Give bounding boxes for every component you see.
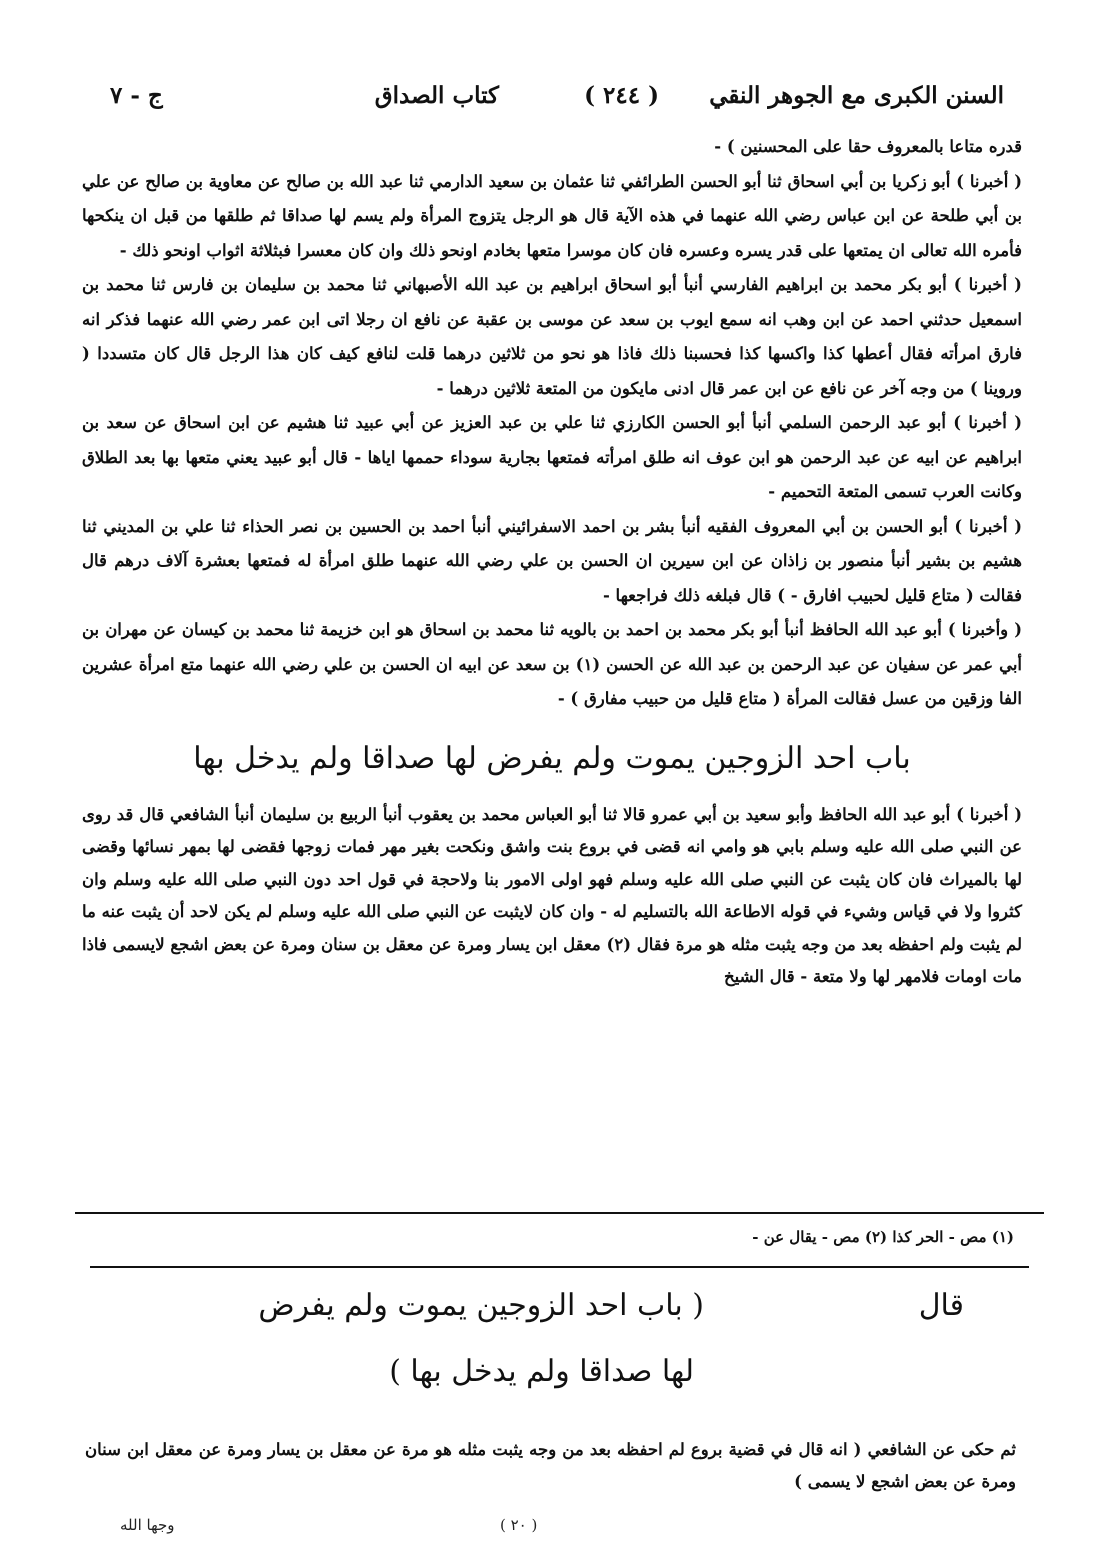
section-divider — [90, 1266, 1029, 1268]
cut-off-line — [120, 1516, 984, 1536]
footnotes: (١) مص - الحر كذا (٢) مص - يقال عن - — [752, 1228, 1014, 1246]
jawhar-qal: قال — [918, 1288, 964, 1323]
paragraph: ( أخبرنا ) أبو الحسن بن أبي المعروف الفقيه أنبأ بشر بن احمد الاسفرائيني أنبأ احمد بن الحسين بن نصر الحذاء ثنا علي بن المديني ثنا هشيم بن بشير أنبأ منصور بن زاذان عن ابن سيرين ان الحسن بن علي رضي الله عنهما طلق امرأة له فمتعها بعشرة آلاف درهم قال فقالت ( متاع قليل لحبيب افارق - ) قال فبلغه ذلك فراجعها - — [82, 516, 1022, 605]
header-volume: ج - ٧ — [110, 82, 163, 109]
paragraph: قدره متاعا بالمعروف حقا على المحسنين ) - — [714, 137, 1022, 156]
partial-page-marker: ( ٢٠ ) — [500, 1516, 538, 1534]
partial-word: وجها الله — [120, 1516, 175, 1534]
paragraph: ( أخبرنا ) أبو عبد الرحمن السلمي أنبأ أبو الحسن الكارزي ثنا علي بن عبد العزيز عن أبي عبيد ثنا هشيم عن ابن اسحاق عن سعد بن ابراهيم عن ابيه عن عبد الرحمن هو ابن عوف انه طلق امرأته فمتعها بجارية سوداء حممها اياها - قال أبو عبيد يعني متعها بها بعد الطلاق وكانت العرب تسمى المتعة التحميم - — [82, 413, 1023, 501]
jawhar-commentary: ثم حكى عن الشافعي ( انه قال في قضية بروع لم احفظه بعد من وجه يثبت مثله هو مرة عن معقل بن يسار ومرة عن معقل ابن سنان ومرة عن بعض اشجع لا يسمى ) — [85, 1440, 1016, 1491]
paragraph: ( أخبرنا ) أبو عبد الله الحافظ وأبو سعيد بن أبي عمرو قالا ثنا أبو العباس محمد بن يعقوب أنبأ الربيع بن سليمان أنبأ الشافعي قال قد روى عن النبي صلى الله عليه وسلم بابي هو وامي انه قضى في بروع بنت واشق ونكحت بغير مهر فمات زوجها فقضى لها بمهر نسائها وقضى لها بالميراث فان كان يثبت عن النبي صلى الله عليه وسلم فهو اولى الامور بنا ولاحجة في قول احد دون النبي صلى الله عليه وسلم وان كثروا ولا في قياس وشيء في قوله الاطاعة الله بالتسليم له - وان كان لايثبت عن النبي صلى الله عليه وسلم لم يكن لاحد أن يثبت عنه ما لم يثبت ولم احفظه بعد من وجه يثبت مثله هو مرة فقال (٢) معقل ابن يسار ومرة عن معقل بن سنان ومرة عن بعض اشجع لايسمى فاذا مات اومات فلامهر لها ولا متعة - قال الشيخ — [82, 804, 1022, 986]
jawhar-heading-line2: لها صداقا ولم يدخل بها ) — [389, 1354, 694, 1389]
paragraph: ( أخبرنا ) أبو بكر محمد بن ابراهيم الفارسي أنبأ أبو اسحاق ابراهيم بن عبد الله الأصبهاني ثنا محمد بن سليمان بن فارس ثنا محمد بن اسمعيل حدثني احمد عن ابن وهب انه سمع ايوب بن سعد عن موسى بن عقبة عن نافع ان رجلا اتى ابن عمر رضي الله عنهما فذكر انه فارق امرأته فقال أعطها كذا واكسها كذا فحسبنا ذلك فاذا هو نحو من ثلاثين درهما قلت لنافع كيف كان هذا الرجل قال كان متسددا ( وروينا ) من وجه آخر عن نافع عن ابن عمر قال ادنى مايكون من المتعة ثلاثين درهما - — [82, 275, 1022, 398]
header-chapter-title: كتاب الصداق — [374, 82, 499, 109]
header-book-title: السنن الكبرى مع الجوهر النقي — [709, 82, 1004, 109]
footnote-divider — [75, 1212, 1044, 1214]
running-header — [100, 80, 1004, 120]
jawhar-heading-line1: ( باب احد الزوجين يموت ولم يفرض — [258, 1288, 704, 1323]
header-page-number: ( ٢٤٤ ) — [584, 82, 659, 109]
main-text — [82, 130, 1022, 994]
paragraph: ( وأخبرنا ) أبو عبد الله الحافظ أنبأ أبو بكر محمد بن احمد بن بالويه ثنا محمد بن اسحاق هو ابن خزيمة ثنا محمد بن كيسان عن مهران بن أبي عمر عن سفيان عن عبد الرحمن بن عبد الله عن الحسن (١) بن سعد عن ابيه ان الحسن بن علي رضي الله عنهما متع امرأة عشرين الفا وزقين من عسل فقالت المرأة ( متاع قليل من حبيب مفارق ) - — [82, 620, 1022, 708]
chapter-heading: باب احد الزوجين يموت ولم يفرض لها صداقا ولم يدخل بها — [193, 740, 911, 776]
paragraph: ( أخبرنا ) أبو زكريا بن أبي اسحاق ثنا أبو الحسن الطرائفي ثنا عثمان بن سعيد الدارمي ثنا عبد الله بن صالح عن معاوية بن صالح عن علي بن أبي طلحة عن ابن عباس رضي الله عنهما في هذه الآية قال هو الرجل يتزوج المرأة ولم يسم لها صداقا ثم طلقها من قبل ان ينكحها فأمره الله تعالى ان يمتعها على قدر يسره وعسره فان كان موسرا متعها بخادم اونحو ذلك وان كان معسرا فبثلاثة اثواب اونحو ذلك - — [82, 171, 1022, 260]
